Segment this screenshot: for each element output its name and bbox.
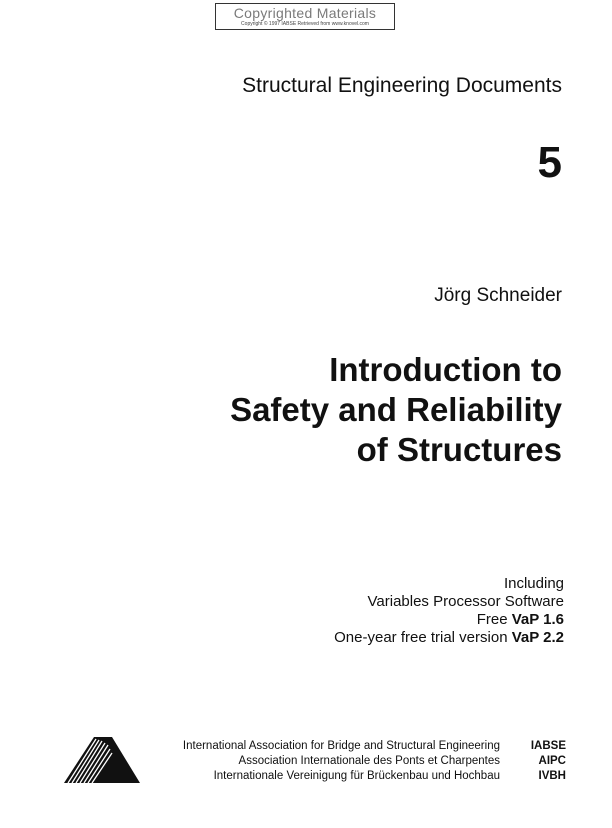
including-line-4-text: One-year free trial version [334,629,512,646]
publisher-name-fr: Association Internationale des Ponts et Charpentes [238,755,500,767]
including-line-3-text: Free [476,611,512,628]
software-notice [334,575,564,647]
stamp-subtitle: Copyright © 1997 IABSE Retrieved from www.knovel.com [241,21,369,27]
book-title-line-2: Safety and Reliability [230,391,562,428]
book-title-line-3: of Structures [356,431,562,468]
iabse-triangle-logo-icon [64,737,140,783]
including-line-4 [334,629,564,647]
including-line-1: Including [503,575,564,592]
publisher-abbreviations [531,739,566,784]
stamp-title: Copyrighted Materials [233,5,377,21]
author-name: Jörg Schneider [434,285,562,306]
volume-number: 5 [537,138,562,187]
series-title: Structural Engineering Documents [242,74,562,97]
including-line-3 [334,611,564,629]
publisher-names [183,739,500,784]
book-title [230,350,562,470]
publisher-abbr-de: IVBH [538,770,566,782]
vap-16-label: VaP 1.6 [511,611,564,628]
publisher-abbr-fr: AIPC [538,755,566,767]
publisher-name-en: International Association for Bridge and Structural Engineering [182,740,500,752]
including-line-2: Variables Processor Software [367,593,564,610]
book-title-line-1: Introduction to [329,351,562,388]
publisher-abbr-en: IABSE [530,740,566,752]
copyright-stamp [215,3,395,30]
vap-22-label: VaP 2.2 [511,629,564,646]
publisher-name-de: Internationale Vereinigung für Brückenbau und Hochbau [213,770,500,782]
